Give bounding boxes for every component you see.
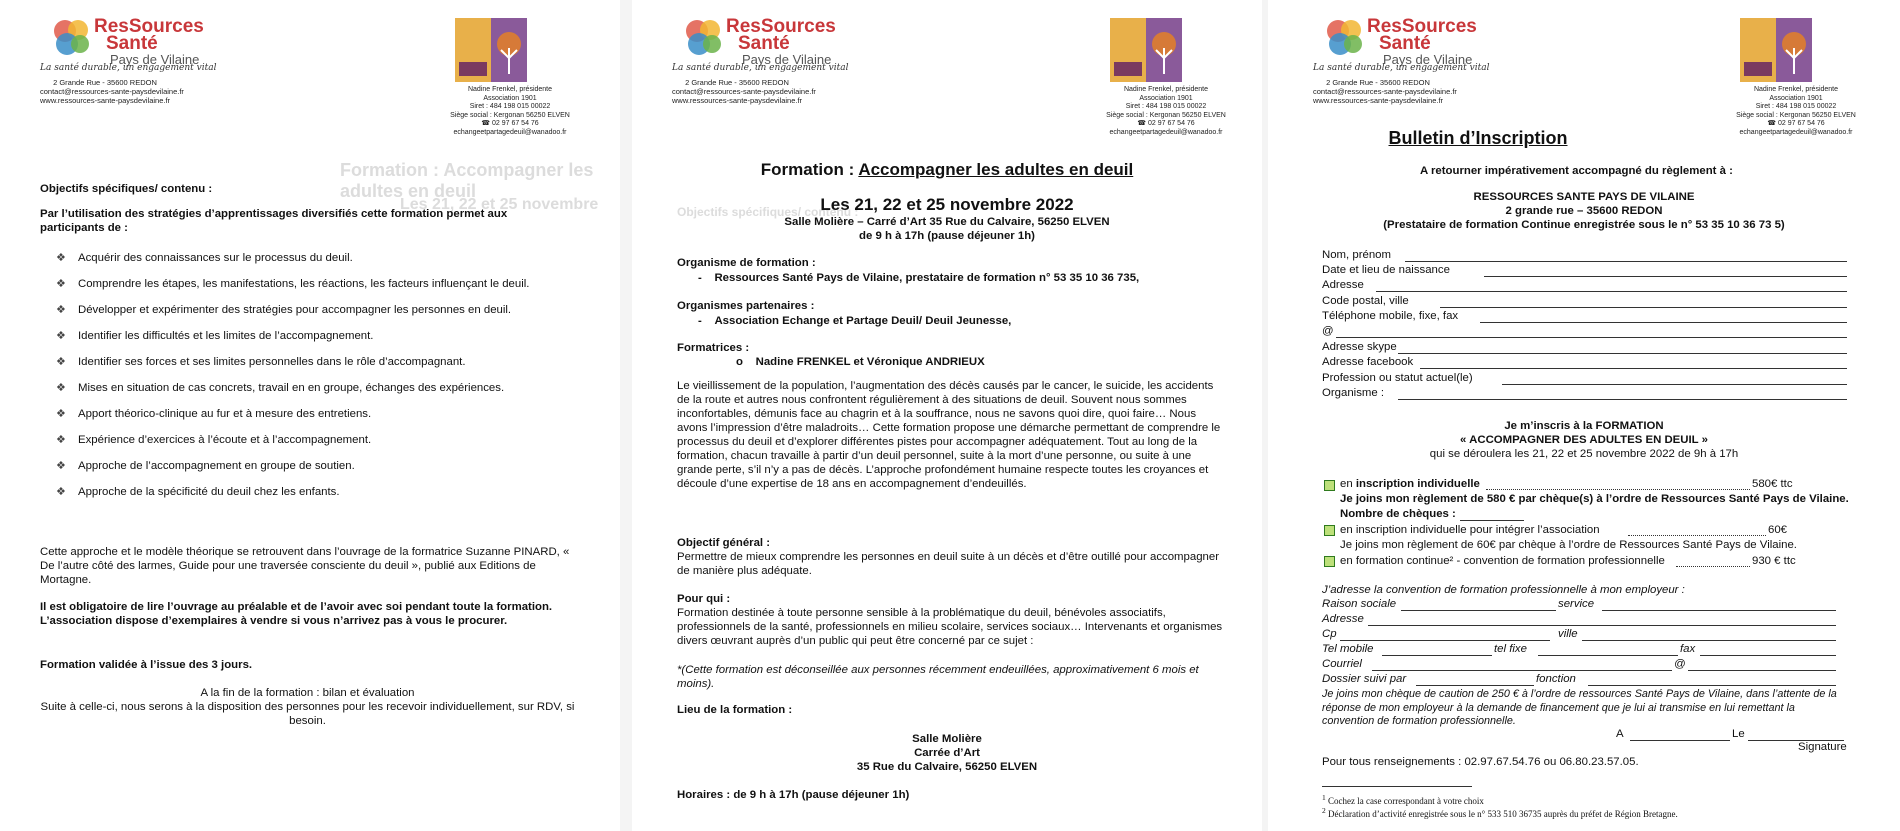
list-item: Mises en situation de cas concrets, travail en en groupe, échanges des expériences. bbox=[78, 382, 505, 394]
conv-line[interactable] bbox=[1588, 685, 1836, 686]
page-training-details bbox=[632, 0, 1262, 831]
conv-label: ville bbox=[1558, 628, 1578, 640]
list-item: Comprendre les étapes, les manifestations, les réactions, les facteurs influençant le deuil. bbox=[78, 278, 530, 290]
audience-value: Formation destinée à toute personne sensible à la problématique du deuil, bénévoles associatifs, professionnels de la santé, professionnels en milieu scolaire, services sociaux… Intervenants et organismes divers œuvrant auprès d’un public qui peut être concerné par ce sujet : bbox=[677, 607, 1223, 647]
option-individual-note: Je joins mon règlement de 580 € par chèque(s) à l’ordre de Ressources Santé Pays de Vilaine. bbox=[1340, 493, 1849, 505]
audience-note: *(Cette formation est déconseillée aux personnes récemment endeuillées, approximativement 6 mois et moins). bbox=[677, 664, 1199, 690]
partners-value: - Association Echange et Partage Deuil/ Deuil Jeunesse, bbox=[698, 315, 1012, 327]
venue-line: Carrée d’Art bbox=[914, 747, 980, 759]
brand-name: ResSources Santé bbox=[726, 16, 836, 54]
page-objectives bbox=[0, 0, 620, 831]
list-item: Approche de la spécificité du deuil chez les enfants. bbox=[78, 486, 340, 498]
venue-line: Salle Molière bbox=[912, 733, 982, 745]
return-note: A retourner impérativement accompagné du règlement à : bbox=[1420, 165, 1733, 177]
conv-line[interactable] bbox=[1582, 640, 1836, 641]
goal-value: Permettre de mieux comprendre les personnes en deuil suite à un décès et d’être outillé pour accompagner de manière plus adéquate. bbox=[677, 551, 1219, 577]
option-membership-checkbox[interactable] bbox=[1324, 525, 1335, 536]
footnote-separator bbox=[1322, 786, 1472, 787]
training-hours: de 9 h à 17h (pause déjeuner 1h) bbox=[859, 230, 1035, 242]
option-continuing-label: en formation continue² - convention de formation professionnelle bbox=[1340, 555, 1665, 567]
conv-label: Tel mobile bbox=[1322, 643, 1374, 655]
field-label: Adresse facebook bbox=[1322, 356, 1414, 368]
bullet-icon: ❖ bbox=[56, 486, 66, 498]
sign-place-field[interactable] bbox=[1630, 740, 1730, 741]
contact-line: Pour tous renseignements : 02.97.67.54.76 ou 06.80.23.57.05. bbox=[1322, 756, 1639, 768]
option-individual-price: 580€ ttc bbox=[1752, 478, 1793, 490]
cheques-count-field[interactable] bbox=[1460, 520, 1524, 521]
conv-line[interactable] bbox=[1700, 655, 1836, 656]
bullet-icon: ❖ bbox=[56, 408, 66, 420]
logo-circles-icon bbox=[682, 16, 726, 60]
reference-paragraph: Cette approche et le modèle théorique se retrouvent dans l’ouvrage de la formatrice Suzanne PINARD, « De l’autre côté des larmes, Guide pour une traversée consciente du deuil », publié aux Editions de Mortagne. bbox=[40, 546, 570, 586]
brand-region: Pays de Vilaine bbox=[110, 52, 200, 67]
field-label: Date et lieu de naissance bbox=[1322, 264, 1450, 276]
conv-line[interactable] bbox=[1602, 610, 1836, 611]
field-line[interactable] bbox=[1440, 307, 1847, 308]
brand-address: 2 Grande Rue - 35600 REDON contact@ressources-sante-paysdevilaine.fr www.ressources-sante-paysdevilaine.fr bbox=[1313, 78, 1457, 105]
org-value: - Ressources Santé Pays de Vilaine, prestataire de formation n° 53 35 10 36 735, bbox=[698, 272, 1140, 284]
mandatory-reading-note: Il est obligatoire de lire l’ouvrage au préalable et de l’avoir avec soi pendant toute la formation. L’association dispose d’exemplaires à vendre si vous n’arrivez pas à vous le procurer. bbox=[40, 601, 553, 627]
brand-tagline: La santé durable, un engagement vital bbox=[1313, 63, 1490, 73]
list-item: Expérience d’exercices à l’écoute et à l’accompagnement. bbox=[78, 434, 372, 446]
brand-address: 2 Grande Rue - 35600 REDON contact@ressources-sante-paysdevilaine.fr www.ressources-sante-paysdevilaine.fr bbox=[40, 78, 184, 105]
field-label: Profession ou statut actuel(le) bbox=[1322, 372, 1473, 384]
form-title: Bulletin d’Inscription bbox=[1388, 128, 1568, 148]
bleed-through-text: Les 21, 22 et 25 novembre bbox=[400, 196, 599, 213]
bullet-icon: ❖ bbox=[56, 434, 66, 446]
conv-label: fax bbox=[1680, 643, 1696, 655]
schedule-label: Horaires : de 9 h à 17h (pause déjeuner 1h) bbox=[677, 789, 910, 801]
partner-logo-icon bbox=[1110, 18, 1182, 82]
dotted-leader bbox=[1628, 535, 1766, 536]
field-line[interactable] bbox=[1336, 337, 1847, 338]
page-registration-form bbox=[1268, 0, 1900, 831]
option-membership-price: 60€ bbox=[1768, 524, 1788, 536]
logo-circles-icon bbox=[50, 16, 94, 60]
footnote-1: $^1$ Cochez la case correspondant à votre choix bbox=[1322, 793, 1484, 806]
partner-info: Nadine Frenkel, présidente Association 1901 Siret : 484 198 015 00022 Siège social : Kergonan 56250 ELVEN ☎ 02 97 67 54 76 echangeetpartagedeuil@wanadoo.fr bbox=[450, 86, 570, 136]
trainers-value: o Nadine FRENKEL et Véronique ANDRIEUX bbox=[736, 356, 985, 368]
field-line[interactable] bbox=[1480, 322, 1847, 323]
option-individual-label: en inscription individuelle bbox=[1340, 478, 1480, 490]
dotted-leader bbox=[1486, 489, 1750, 490]
conv-label: Courriel bbox=[1322, 658, 1362, 670]
conv-line[interactable] bbox=[1340, 640, 1550, 641]
training-title: Formation : Accompagner les adultes en deuil bbox=[760, 160, 1134, 179]
bullet-icon: ❖ bbox=[56, 382, 66, 394]
field-line[interactable] bbox=[1420, 368, 1847, 369]
field-label: Code postal, ville bbox=[1322, 295, 1409, 307]
field-line[interactable] bbox=[1398, 353, 1847, 354]
bullet-icon: ❖ bbox=[56, 330, 66, 342]
bullet-icon: ❖ bbox=[56, 460, 66, 472]
conv-line[interactable] bbox=[1688, 670, 1836, 671]
signature-label: Signature bbox=[1798, 741, 1847, 753]
validation-note: Formation validée à l’issue des 3 jours. bbox=[40, 659, 253, 671]
conv-line[interactable] bbox=[1401, 610, 1556, 611]
objectives-intro: Par l’utilisation des stratégies d’apprentissages diversifiés cette formation permet aux participants de : bbox=[40, 208, 508, 234]
partner-info: Nadine Frenkel, présidente Association 1901 Siret : 484 198 015 00022 Siège social : Kergonan 56250 ELVEN ☎ 02 97 67 54 76 echangeetpartagedeuil@wanadoo.fr bbox=[1736, 86, 1856, 136]
field-label: Adresse bbox=[1322, 279, 1364, 291]
body-text: Le vieillissement de la population, l’augmentation des décès causés par le cancer, le suicide, les accidents de la route et autres nous confrontent régulièrement à des situations de deuil. Souvent nous sommes inconfortables, démunis face au chagrin et à la souffrance, nous ne savons quoi dire, quoi faire… Nous avons l’impression d’être maladroits… Cette formation propose une démarche permettant de comprendre le processus du deuil et d’explorer différentes pistes pour accompagner adéquatement. Tout au long de la formation, chacun travaille à partir d’un deuil personnel, suite à la mort d’une personne, ou suite à une grande perte, s’il n’y a pas de décès. L’approche profondément humaine respecte toutes les croyances et découle d’une expertise de 18 ans en accompagnement d’endeuillés. bbox=[677, 380, 1221, 490]
org-line: (Prestataire de formation Continue enregistrée sous le n° 53 35 10 36 73 5) bbox=[1383, 219, 1785, 231]
sign-date-label: Le bbox=[1732, 728, 1745, 740]
bullet-icon: ❖ bbox=[56, 252, 66, 264]
field-label: Téléphone mobile, fixe, fax bbox=[1322, 310, 1459, 322]
logo-circles-icon bbox=[1323, 16, 1367, 60]
option-individual-checkbox[interactable] bbox=[1324, 480, 1335, 491]
conv-line[interactable] bbox=[1368, 625, 1836, 626]
trainers-label: Formatrices : bbox=[677, 342, 750, 354]
field-label: Organisme : bbox=[1322, 387, 1385, 399]
goal-label: Objectif général : bbox=[677, 537, 771, 549]
objectives-heading: Objectifs spécifiques/ contenu : bbox=[40, 183, 213, 195]
list-item: Identifier ses forces et ses limites personnelles dans le rôle d’accompagnant. bbox=[78, 356, 466, 368]
list-item: Développer et expérimenter des stratégies pour accompagner les personnes en deuil. bbox=[78, 304, 512, 316]
list-item: Acquérir des connaissances sur le processus du deuil. bbox=[78, 252, 353, 264]
option-continuing-checkbox[interactable] bbox=[1324, 556, 1335, 567]
brand-tagline: La santé durable, un engagement vital bbox=[672, 63, 849, 73]
training-place: Salle Molière – Carré d’Art 35 Rue du Calvaire, 56250 ELVEN bbox=[784, 216, 1110, 228]
partner-logo-icon bbox=[455, 18, 527, 82]
footnote-2: $^2$ Déclaration d’activité enregistrée sous le n° 533 510 36735 auprès du préfet de Région Bretagne. bbox=[1322, 806, 1678, 819]
conv-label: Raison sociale bbox=[1322, 598, 1397, 610]
conv-line[interactable] bbox=[1416, 685, 1534, 686]
field-label: Adresse skype bbox=[1322, 341, 1397, 353]
brand-name: ResSources Santé bbox=[1367, 16, 1477, 54]
conv-label: Adresse bbox=[1322, 613, 1364, 625]
brand-tagline: La santé durable, un engagement vital bbox=[40, 63, 217, 73]
brand-region: Pays de Vilaine bbox=[742, 52, 832, 67]
partners-label: Organismes partenaires : bbox=[677, 300, 815, 312]
option-continuing-price: 930 € ttc bbox=[1752, 555, 1796, 567]
enroll-line: « ACCOMPAGNER DES ADULTES EN DEUIL » bbox=[1460, 434, 1708, 446]
conv-label: service bbox=[1558, 598, 1595, 610]
brand-name: ResSources Santé bbox=[94, 16, 204, 54]
end-of-training-title: A la fin de la formation : bilan et évaluation bbox=[200, 687, 415, 699]
org-line: 2 grande rue – 35600 REDON bbox=[1505, 205, 1663, 217]
conv-line[interactable] bbox=[1538, 655, 1678, 656]
field-line[interactable] bbox=[1376, 291, 1847, 292]
training-dates: Les 21, 22 et 25 novembre 2022 bbox=[820, 195, 1074, 214]
brand-address: 2 Grande Rue - 35600 REDON contact@ressources-sante-paysdevilaine.fr www.ressources-sante-paysdevilaine.fr bbox=[672, 78, 816, 105]
conv-label: fonction bbox=[1536, 673, 1576, 685]
convention-title: J’adresse la convention de formation professionnelle à mon employeur : bbox=[1322, 584, 1685, 596]
cheques-count-label: Nombre de chèques : bbox=[1340, 508, 1456, 520]
bleed-through-text: Objectifs spécifiques/ contenu : bbox=[677, 205, 859, 219]
partner-logo-icon bbox=[1740, 18, 1812, 82]
field-line[interactable] bbox=[1398, 399, 1847, 400]
audience-label: Pour qui : bbox=[677, 593, 731, 605]
list-item: Identifier les difficultés et les limites de l’accompagnement. bbox=[78, 330, 374, 342]
partner-info: Nadine Frenkel, présidente Association 1901 Siret : 484 198 015 00022 Siège social : Kergonan 56250 ELVEN ☎ 02 97 67 54 76 echangeetpartagedeuil@wanadoo.fr bbox=[1106, 86, 1226, 136]
conv-label: Cp bbox=[1322, 628, 1337, 640]
venue-label: Lieu de la formation : bbox=[677, 704, 793, 716]
bleed-through-text: Formation : Accompagner les adultes en deuil bbox=[340, 160, 594, 201]
option-membership-label: en inscription individuelle pour intégrer l’association bbox=[1340, 524, 1600, 536]
brand-region: Pays de Vilaine bbox=[1383, 52, 1473, 67]
conv-line[interactable] bbox=[1372, 670, 1672, 671]
bullet-icon: ❖ bbox=[56, 278, 66, 290]
conv-label: Dossier suivi par bbox=[1322, 673, 1407, 685]
org-line: RESSOURCES SANTE PAYS DE VILAINE bbox=[1473, 191, 1695, 203]
bullet-icon: ❖ bbox=[56, 304, 66, 316]
conv-line[interactable] bbox=[1382, 655, 1492, 656]
sign-place-label: A bbox=[1616, 728, 1624, 740]
bullet-icon: ❖ bbox=[56, 356, 66, 368]
list-item: Apport théorico-clinique au fur et à mesure des entretiens. bbox=[78, 408, 372, 420]
conv-label: @ bbox=[1674, 658, 1686, 670]
field-label: Nom, prénom bbox=[1322, 249, 1392, 261]
venue-line: 35 Rue du Calvaire, 56250 ELVEN bbox=[856, 761, 1038, 773]
org-label: Organisme de formation : bbox=[677, 257, 816, 269]
enroll-line: Je m’inscris à la FORMATION bbox=[1504, 420, 1664, 432]
caution-note: Je joins mon chèque de caution de 250 € à l’ordre de ressources Santé Pays de Vilaine, dans l’attente de la réponse de mon employeur à la demande de financement que je lui ai transmise en lui remettant la convention de formation professionnelle. bbox=[1322, 688, 1837, 727]
field-line[interactable] bbox=[1502, 384, 1847, 385]
enroll-line: qui se déroulera les 21, 22 et 25 novembre 2022 de 9h à 17h bbox=[1429, 448, 1739, 460]
list-item: Approche de l’accompagnement en groupe de soutien. bbox=[78, 460, 355, 472]
field-line[interactable] bbox=[1405, 261, 1847, 262]
dotted-leader bbox=[1676, 566, 1750, 567]
field-label: @ bbox=[1322, 325, 1334, 337]
field-line[interactable] bbox=[1484, 276, 1847, 277]
conv-label: tel fixe bbox=[1494, 643, 1527, 655]
end-of-training-text: Suite à celle-ci, nous serons à la disposition des personnes pour les recevoir individuellement, sur RDV, si besoin. bbox=[40, 701, 575, 727]
option-membership-note: Je joins mon règlement de 60€ par chèque à l’ordre de Ressources Santé Pays de Vilaine. bbox=[1340, 539, 1797, 551]
